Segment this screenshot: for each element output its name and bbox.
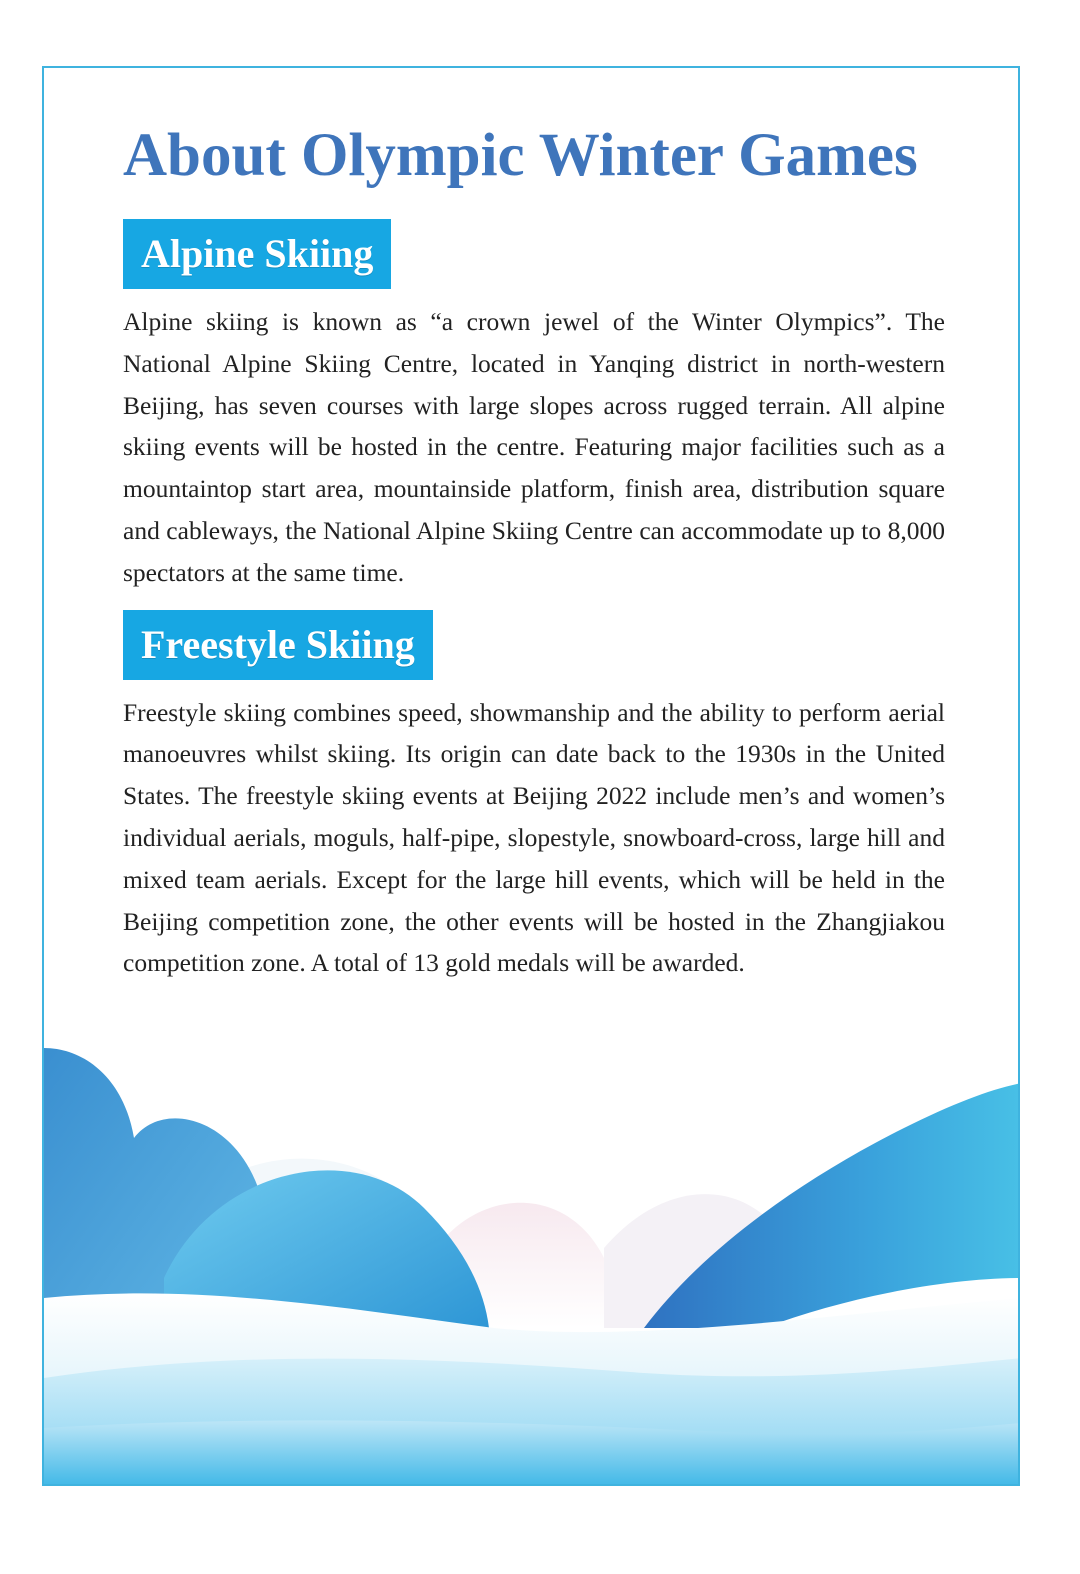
content-area <box>123 118 945 984</box>
section-body-freestyle-skiing: Freestyle skiing combines speed, showmanship and the ability to perform aerial manoeuvres whilst skiing. Its origin can date back to the 1930s in the United States. The freestyle skiing events at Beijing 2022 include men’s and women’s individual aerials, moguls, half-pipe, slopestyle, snowboard-cross, large hill and mixed team aerials. Except for the large hill events, which will be held in the Beijing competition zone, the other events will be hosted in the Zhangjiakou competition zone. A total of 13 gold medals will be awarded. <box>123 697 945 978</box>
section-heading-alpine-skiing: Alpine Skiing <box>123 219 391 289</box>
snowy-hills-illustration <box>44 1028 1020 1486</box>
page-title: About Olympic Winter Games <box>123 122 918 189</box>
section-body-alpine-skiing: Alpine skiing is known as “a crown jewel of the Winter Olympics”. The National Alpine Skiing Centre, located in Yanqing district in north-western Beijing, has seven courses with large slopes across rugged terrain. All alpine skiing events will be hosted in the centre. Featuring major facilities such as a mountaintop start area, mountainside platform, finish area, distribution square and cableways, the National Alpine Skiing Centre can accommodate up to 8,000 spectators at the same time. <box>123 307 945 587</box>
page-frame <box>42 66 1020 1486</box>
section-heading-freestyle-skiing: Freestyle Skiing <box>123 610 433 680</box>
